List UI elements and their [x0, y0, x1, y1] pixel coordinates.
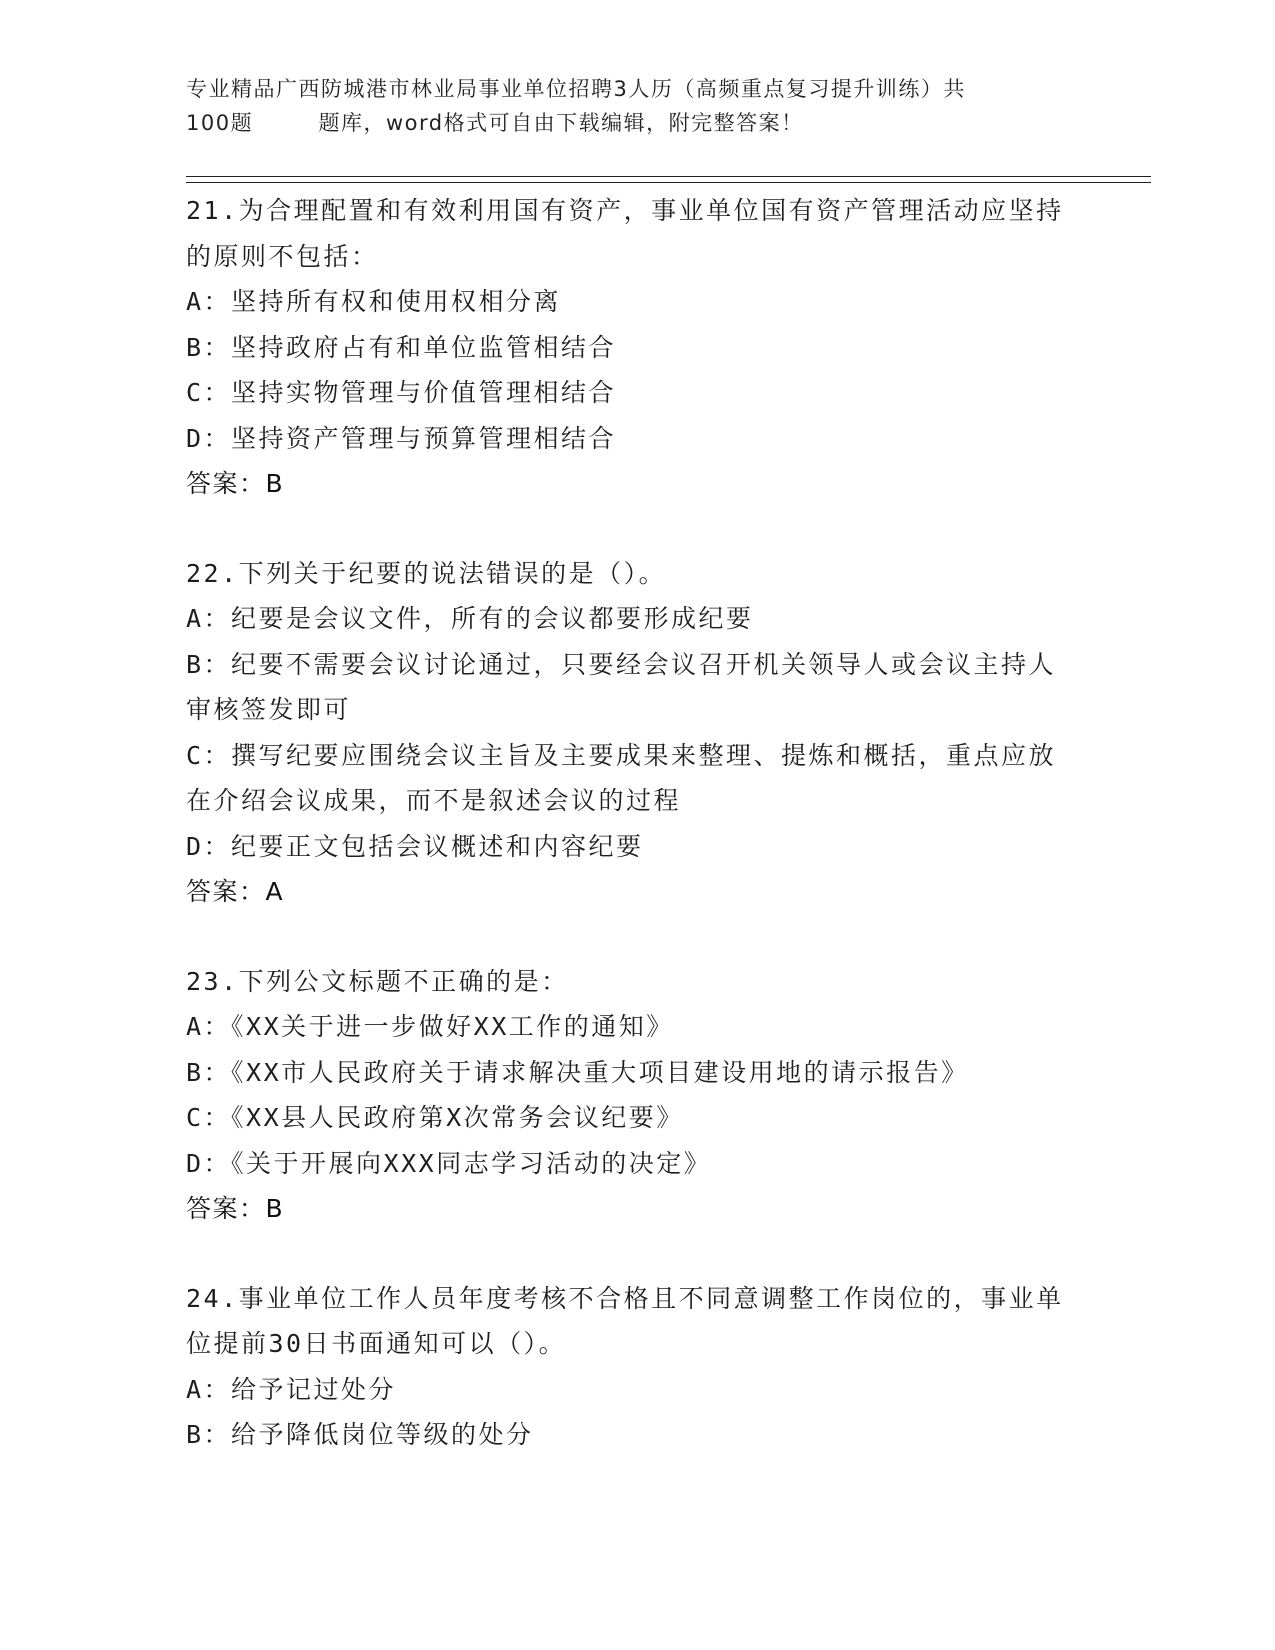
question-text: 22.下列关于纪要的说法错误的是（）。: [186, 558, 667, 588]
header-title-line-2: 100题 题库，word格式可自由下载编辑，附完整答案！: [186, 111, 804, 135]
question-text: 24.事业单位工作人员年度考核不合格且不同意调整工作岗位的，事业单位提前30日书面通知可以（）。: [186, 1283, 1064, 1358]
question-text: 21.为合理配置和有效利用国有资产，事业单位国有资产管理活动应坚持的原则不包括：: [186, 196, 1064, 271]
answer-label: 答案：A: [186, 877, 285, 906]
question-23: [186, 959, 1066, 1232]
header-title-line-1: 专业精品广西防城港市林业局事业单位招聘3人历（高频重点复习提升训练）共: [186, 77, 966, 101]
page-header: [186, 72, 1066, 140]
option-d: D：纪要正文包括会议概述和内容纪要: [186, 831, 644, 861]
option-a: A：给予记过处分: [186, 1374, 397, 1404]
option-c: C：坚持实物管理与价值管理相结合: [186, 378, 617, 407]
option-d: D：坚持资产管理与预算管理相结合: [186, 423, 617, 453]
header-divider-top: [186, 176, 1151, 177]
option-c: C：撰写纪要应围绕会议主旨及主要成果来整理、提炼和概括，重点应放在介绍会议成果，而不是叙述会议的过程: [186, 740, 1057, 815]
answer-label: 答案：B: [186, 1194, 285, 1223]
header-divider-bottom: [186, 182, 1151, 183]
question-list: [186, 188, 1066, 1502]
answer-label: 答案：B: [186, 469, 285, 498]
option-a: A：《XX关于进一步做好XX工作的通知》: [186, 1012, 674, 1041]
option-a: A：坚持所有权和使用权相分离: [186, 287, 562, 316]
option-a: A：纪要是会议文件，所有的会议都要形成纪要: [186, 604, 754, 633]
option-d: D：《关于开展向XXX同志学习活动的决定》: [186, 1148, 712, 1178]
option-b: B：纪要不需要会议讨论通过，只要经会议召开机关领导人或会议主持人审核签发即可: [186, 649, 1057, 724]
option-b: B：《XX市人民政府关于请求解决重大项目建设用地的请示报告》: [186, 1057, 969, 1087]
question-text: 23.下列公文标题不正确的是：: [186, 966, 569, 996]
question-22: [186, 551, 1066, 915]
option-b: B：坚持政府占有和单位监管相结合: [186, 332, 617, 362]
question-21: [186, 188, 1066, 507]
option-b: B：给予降低岗位等级的处分: [186, 1420, 534, 1449]
question-24: [186, 1276, 1066, 1458]
option-c: C：《XX县人民政府第X次常务会议纪要》: [186, 1103, 684, 1132]
